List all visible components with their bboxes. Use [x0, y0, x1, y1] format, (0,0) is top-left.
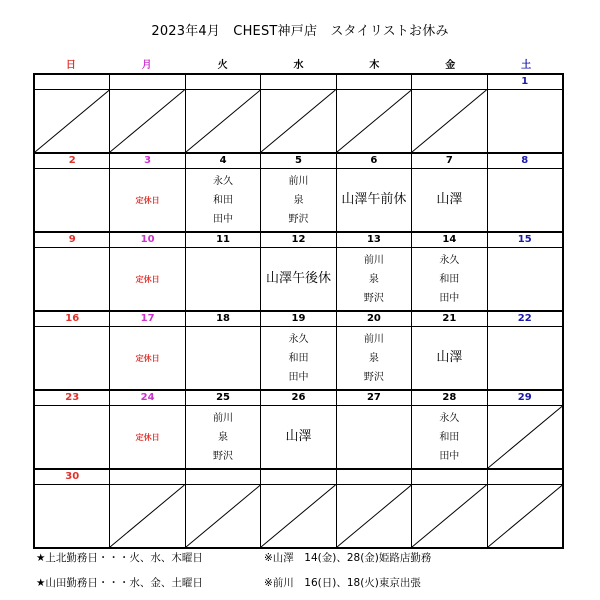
work-day-note: ★山田勤務日・・・水、金、土曜日	[36, 577, 203, 589]
slash-line	[186, 90, 260, 152]
day-number: 27	[336, 391, 411, 405]
day-body-row	[35, 406, 562, 468]
day-number	[35, 75, 109, 89]
day-body-row	[35, 169, 562, 231]
calendar-week	[35, 389, 562, 468]
day-cell	[109, 248, 184, 310]
day-cell	[487, 248, 562, 310]
day-number: 10	[109, 233, 184, 247]
weekday-label: 金	[445, 60, 456, 71]
weekday-label: 土	[521, 60, 532, 71]
date-row	[35, 310, 562, 327]
staff-name: 和田	[439, 431, 460, 443]
day-cell	[336, 169, 411, 231]
slash-line	[337, 485, 411, 547]
day-cell	[109, 327, 184, 389]
day-number	[487, 470, 562, 484]
day-number: 9	[68, 234, 76, 245]
day-number	[411, 75, 486, 89]
staff-name: 前川	[288, 175, 309, 187]
day-cell	[336, 327, 411, 389]
day-number	[411, 470, 486, 484]
day-cell	[185, 169, 260, 231]
weekday-label: 木	[369, 60, 380, 71]
empty-day-slash	[186, 90, 260, 152]
date-row	[35, 231, 562, 248]
weekday-label: 日	[65, 60, 76, 71]
day-cell	[336, 485, 411, 547]
day-cell	[411, 485, 486, 547]
staff-name: 永久	[439, 412, 460, 424]
weekday-label: 火	[217, 60, 228, 71]
day-number: 23	[65, 392, 80, 403]
day-body-row	[35, 327, 562, 389]
day-off-note: 山澤	[436, 192, 463, 207]
day-number	[260, 75, 335, 89]
day-body-row	[35, 485, 562, 547]
note-row	[36, 546, 431, 571]
closed-day-label: 定休日	[135, 274, 160, 284]
staff-name: 田中	[213, 213, 234, 225]
day-cell	[185, 485, 260, 547]
slash-line	[261, 90, 335, 152]
staff-name: 永久	[439, 254, 460, 266]
calendar-grid	[33, 73, 564, 549]
empty-day-slash	[186, 485, 260, 547]
staff-name: 和田	[439, 273, 460, 285]
note-row	[36, 571, 431, 596]
calendar-week	[35, 468, 562, 547]
work-day-note: ★上北勤務日・・・火、水、木曜日	[36, 552, 203, 564]
day-cell	[411, 90, 486, 152]
day-cell	[109, 485, 184, 547]
day-number: 25	[185, 391, 260, 405]
empty-day-slash	[261, 90, 335, 152]
date-row	[35, 468, 562, 485]
empty-day-slash	[337, 90, 411, 152]
day-cell	[35, 327, 109, 389]
date-row	[35, 152, 562, 169]
day-number: 2	[68, 155, 76, 166]
day-cell	[260, 485, 335, 547]
staff-name: 和田	[288, 352, 309, 364]
weekday-label: 水	[293, 60, 304, 71]
day-cell	[185, 248, 260, 310]
empty-day-slash	[488, 485, 562, 547]
day-cell	[185, 90, 260, 152]
day-cell	[35, 406, 109, 468]
day-cell	[35, 90, 109, 152]
staff-name: 和田	[213, 194, 234, 206]
slash-line	[186, 485, 260, 547]
day-cell	[487, 327, 562, 389]
day-number: 1	[487, 75, 562, 89]
empty-day-slash	[337, 485, 411, 547]
day-cell	[336, 248, 411, 310]
empty-day-slash	[110, 90, 184, 152]
date-row	[35, 75, 562, 90]
day-cell	[35, 485, 109, 547]
day-number	[185, 470, 260, 484]
day-cell	[487, 169, 562, 231]
staff-name: 泉	[218, 431, 229, 443]
day-number: 20	[336, 312, 411, 326]
staff-name: 野沢	[363, 292, 384, 304]
slash-line	[412, 90, 486, 152]
empty-day-slash	[412, 485, 486, 547]
closed-day-label: 定休日	[135, 195, 160, 205]
staff-name: 田中	[439, 450, 460, 462]
day-cell	[260, 169, 335, 231]
day-number: 4	[185, 154, 260, 168]
staff-name: 泉	[368, 273, 379, 285]
day-off-note: 山澤午後休	[265, 271, 331, 286]
slash-line	[488, 406, 562, 468]
day-number: 21	[411, 312, 486, 326]
staff-name: 永久	[213, 175, 234, 187]
day-cell	[411, 406, 486, 468]
day-cell	[336, 90, 411, 152]
staff-name: 野沢	[213, 450, 234, 462]
slash-line	[35, 90, 109, 152]
day-number: 3	[109, 154, 184, 168]
day-number: 11	[185, 233, 260, 247]
day-cell	[260, 406, 335, 468]
slash-line	[412, 485, 486, 547]
day-number: 15	[487, 233, 562, 247]
slash-line	[488, 485, 562, 547]
staff-name: 前川	[363, 333, 384, 345]
weekday-label: 月	[141, 60, 152, 71]
day-cell	[411, 248, 486, 310]
day-cell	[185, 327, 260, 389]
day-number: 22	[487, 312, 562, 326]
day-number: 26	[260, 391, 335, 405]
day-cell	[336, 406, 411, 468]
date-row	[35, 389, 562, 406]
day-number: 29	[487, 391, 562, 405]
day-number: 12	[260, 233, 335, 247]
day-cell	[487, 485, 562, 547]
day-number	[260, 470, 335, 484]
day-number	[185, 75, 260, 89]
slash-line	[337, 90, 411, 152]
day-off-note: 山澤午前休	[341, 192, 407, 207]
day-cell	[487, 406, 562, 468]
day-number: 18	[185, 312, 260, 326]
day-cell	[260, 248, 335, 310]
day-cell	[35, 248, 109, 310]
day-number: 19	[260, 312, 335, 326]
calendar	[33, 59, 564, 549]
slash-line	[110, 90, 184, 152]
calendar-week	[35, 231, 562, 310]
staff-name: 永久	[288, 333, 309, 345]
weekday-header	[33, 59, 564, 73]
day-number: 14	[411, 233, 486, 247]
day-number	[336, 75, 411, 89]
calendar-week	[35, 310, 562, 389]
staff-name: 野沢	[288, 213, 309, 225]
staff-name: 田中	[288, 371, 309, 383]
day-number: 7	[411, 154, 486, 168]
day-number	[109, 75, 184, 89]
day-body-row	[35, 248, 562, 310]
day-number: 28	[411, 391, 486, 405]
staff-name: 野沢	[363, 371, 384, 383]
special-schedule-note: ※前川 16(日)、18(火)東京出張	[264, 577, 421, 589]
day-cell	[260, 90, 335, 152]
staff-name: 前川	[363, 254, 384, 266]
calendar-week	[35, 152, 562, 231]
calendar-week	[35, 75, 562, 152]
day-number: 13	[336, 233, 411, 247]
empty-day-slash	[35, 90, 109, 152]
day-cell	[411, 327, 486, 389]
day-number: 24	[109, 391, 184, 405]
day-cell	[185, 406, 260, 468]
empty-day-slash	[488, 406, 562, 468]
special-schedule-note: ※山澤 14(金)、28(金)姫路店勤務	[264, 552, 432, 564]
day-off-note: 山澤	[285, 429, 312, 444]
day-cell	[487, 90, 562, 152]
day-number: 17	[109, 312, 184, 326]
day-number: 16	[65, 313, 80, 324]
day-cell	[35, 169, 109, 231]
day-number: 5	[260, 154, 335, 168]
day-number	[109, 470, 184, 484]
slash-line	[261, 485, 335, 547]
day-cell	[109, 169, 184, 231]
day-body-row	[35, 90, 562, 152]
empty-day-slash	[261, 485, 335, 547]
slash-line	[110, 485, 184, 547]
day-number: 8	[487, 154, 562, 168]
day-cell	[411, 169, 486, 231]
closed-day-label: 定休日	[135, 432, 160, 442]
staff-name: 泉	[368, 352, 379, 364]
day-cell	[109, 90, 184, 152]
day-cell	[260, 327, 335, 389]
notes	[36, 546, 431, 596]
page-title: 2023年4月 CHEST神戸店 スタイリストお休み	[151, 24, 449, 39]
empty-day-slash	[412, 90, 486, 152]
day-number: 6	[336, 154, 411, 168]
day-number: 30	[65, 471, 80, 482]
day-number	[336, 470, 411, 484]
closed-day-label: 定休日	[135, 353, 160, 363]
empty-day-slash	[110, 485, 184, 547]
staff-name: 前川	[213, 412, 234, 424]
staff-name: 田中	[439, 292, 460, 304]
staff-name: 泉	[293, 194, 304, 206]
day-cell	[109, 406, 184, 468]
day-off-note: 山澤	[436, 350, 463, 365]
